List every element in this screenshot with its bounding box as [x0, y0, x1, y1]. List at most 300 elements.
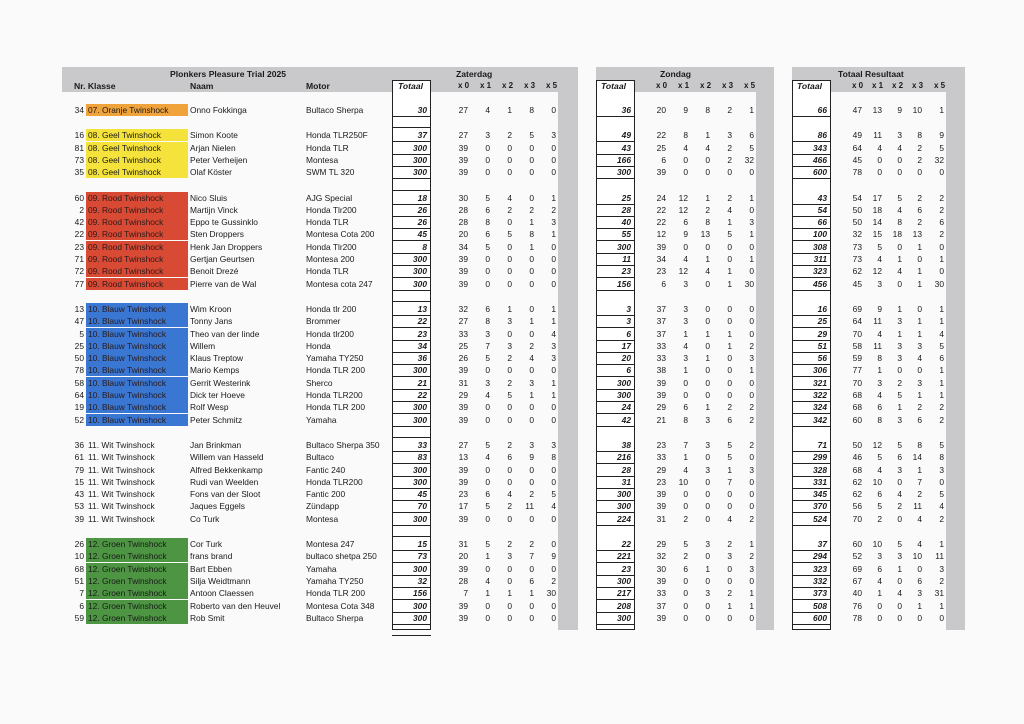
zondag-score: 0 — [749, 575, 754, 586]
zondag-totaal: 43 — [621, 142, 631, 153]
zondag-score: 0 — [749, 612, 754, 623]
zondag-score: 22 — [656, 130, 666, 141]
eind-totaal: 456 — [813, 278, 827, 289]
totaal-score: 78 — [852, 612, 862, 623]
totaal-score: 17 — [872, 192, 882, 203]
rider-nr: 10 — [74, 551, 84, 562]
zondag-score: 0 — [683, 612, 688, 623]
zondag-score: 0 — [705, 390, 710, 400]
eind-totaal: 600 — [813, 612, 827, 623]
zondag-score: 0 — [727, 241, 732, 252]
totaal-score: 0 — [897, 612, 902, 623]
klasse-cell: 10. Blauw Twinshock — [86, 401, 188, 413]
zondag-score: 9 — [683, 105, 688, 115]
totaal-score: 0 — [939, 266, 944, 277]
totaal-score: 7 — [917, 476, 922, 487]
zondag-score: 8 — [705, 105, 710, 115]
rider-nr: 13 — [74, 303, 84, 314]
zaterdag-totaal: 300 — [413, 167, 427, 178]
zaterdag-score: 0 — [485, 278, 490, 289]
group-separator — [392, 437, 431, 438]
zondag-score: 6 — [661, 154, 666, 165]
zondag-totaal: 217 — [617, 588, 631, 599]
zaterdag-score: 0 — [485, 154, 490, 165]
zondag-score: 0 — [683, 154, 688, 165]
zaterdag-score: 28 — [458, 204, 468, 215]
zondag-score: 32 — [744, 154, 754, 165]
totaal-score: 0 — [877, 600, 882, 611]
zondag-totaal: 55 — [621, 229, 631, 240]
zaterdag-score: 1 — [507, 303, 512, 314]
zaterdag-totaal: 300 — [413, 365, 427, 376]
totaal-score: 46 — [852, 452, 862, 463]
box-row-line — [596, 290, 635, 291]
zaterdag-totaal: 13 — [417, 303, 427, 314]
totaal-score: 60 — [852, 539, 862, 549]
box-row-line — [392, 178, 431, 179]
zondag-score: 7 — [727, 476, 732, 487]
box-row-line — [392, 116, 431, 117]
rider-motor: Honda tlr200 — [306, 328, 354, 339]
zaterdag-score: 3 — [485, 130, 490, 141]
group-separator — [392, 536, 431, 537]
zaterdag-totaal: 26 — [417, 217, 427, 228]
zondag-score: 20 — [656, 105, 666, 115]
rider-nr: 50 — [74, 353, 84, 364]
totaal-score: 8 — [939, 452, 944, 463]
zondag-score: 1 — [683, 365, 688, 376]
rider-naam: Olaf Köster — [190, 167, 232, 178]
totaal-score: 73 — [852, 241, 862, 252]
zaterdag-score: 39 — [458, 563, 468, 574]
zaterdag-score: 2 — [551, 204, 556, 215]
score-header-zaterdag-4: x 5 — [546, 81, 558, 90]
zaterdag-totaal: 30 — [417, 105, 427, 115]
rider-nr: 51 — [74, 575, 84, 586]
zaterdag-score: 4 — [485, 575, 490, 586]
zondag-score: 0 — [727, 316, 732, 327]
totaal-score: 3 — [877, 551, 882, 562]
zondag-score: 22 — [656, 217, 666, 228]
zaterdag-totaal: 300 — [413, 612, 427, 623]
totaal-score: 15 — [872, 229, 882, 240]
zondag-score: 0 — [749, 452, 754, 463]
zondag-totaal: 28 — [621, 204, 631, 215]
zaterdag-score: 0 — [485, 464, 490, 475]
totaal-score: 14 — [872, 217, 882, 228]
rider-nr: 2 — [79, 204, 84, 215]
zondag-score: 37 — [656, 316, 666, 327]
totaal-score: 1 — [939, 600, 944, 611]
zondag-score: 2 — [727, 105, 732, 115]
rider-motor: Sherco — [306, 377, 333, 388]
eind-totaal: 321 — [813, 377, 827, 388]
rider-naam: Mario Kemps — [190, 365, 240, 376]
zondag-score: 1 — [705, 192, 710, 203]
zaterdag-side-column — [558, 92, 578, 630]
eind-totaal: 323 — [813, 266, 827, 277]
klasse-cell: 09. Rood Twinshock — [86, 192, 188, 204]
totaal-score: 10 — [912, 551, 922, 562]
totaal-score: 8 — [917, 130, 922, 141]
zondag-score: 34 — [656, 254, 666, 264]
zondag-score: 2 — [705, 204, 710, 215]
rider-motor: Honda TLR — [306, 217, 349, 228]
group-separator — [392, 301, 431, 302]
totaal-score: 0 — [917, 612, 922, 623]
zondag-totaal: 300 — [617, 612, 631, 623]
zaterdag-score: 8 — [485, 217, 490, 228]
zaterdag-score: 13 — [458, 452, 468, 463]
zaterdag-score: 0 — [529, 192, 534, 203]
zondag-score: 1 — [727, 217, 732, 228]
group-separator — [392, 635, 431, 636]
rider-naam: Bart Ebben — [190, 563, 232, 574]
eind-totaal: 370 — [813, 501, 827, 512]
klasse-cell: 11. Wit Twinshock — [88, 452, 155, 463]
totaal-score: 49 — [852, 130, 862, 141]
zaterdag-score: 0 — [485, 476, 490, 487]
rider-motor: Bultaco Sherpa 350 — [306, 439, 380, 450]
zaterdag-score: 0 — [529, 464, 534, 475]
zaterdag-totaal: 300 — [413, 402, 427, 413]
totaal-score: 5 — [939, 142, 944, 153]
klasse-cell: 10. Blauw Twinshock — [86, 340, 188, 352]
klasse-cell: 08. Geel Twinshock — [86, 166, 188, 178]
totaal-score: 4 — [917, 353, 922, 364]
zaterdag-score: 6 — [485, 204, 490, 215]
totaal-score: 2 — [939, 402, 944, 413]
rider-nr: 7 — [79, 588, 84, 599]
totaal-score: 6 — [877, 563, 882, 574]
rider-motor: Honda TLR — [306, 266, 349, 277]
zaterdag-score: 3 — [507, 551, 512, 562]
totaal-score: 6 — [939, 217, 944, 228]
zaterdag-score: 39 — [458, 476, 468, 487]
totaal-score: 6 — [917, 414, 922, 425]
zondag-score: 0 — [705, 167, 710, 178]
zaterdag-score: 0 — [507, 513, 512, 524]
totaal-score: 64 — [852, 142, 862, 153]
zondag-score: 0 — [727, 365, 732, 376]
zaterdag-score: 0 — [551, 563, 556, 574]
rider-nr: 39 — [74, 513, 84, 524]
zondag-score: 10 — [678, 476, 688, 487]
zondag-score: 0 — [749, 167, 754, 178]
zaterdag-score: 6 — [507, 452, 512, 463]
totaal-score: 3 — [897, 551, 902, 562]
zondag-score: 12 — [678, 266, 688, 277]
totaal-score: 13 — [912, 229, 922, 240]
zondag-score: 5 — [727, 452, 732, 463]
zaterdag-score: 1 — [529, 390, 534, 400]
zondag-score: 4 — [683, 464, 688, 475]
rider-naam: Martijn Vinck — [190, 204, 238, 215]
zaterdag-score: 2 — [529, 204, 534, 215]
klasse-cell: 10. Blauw Twinshock — [86, 389, 188, 401]
zondag-score: 8 — [683, 414, 688, 425]
zaterdag-score: 0 — [551, 167, 556, 178]
zaterdag-totaal: 26 — [417, 204, 427, 215]
zondag-score: 21 — [656, 414, 666, 425]
zondag-score: 6 — [683, 217, 688, 228]
zaterdag-score: 3 — [551, 217, 556, 228]
rider-nr: 36 — [74, 439, 84, 450]
zondag-score: 12 — [656, 229, 666, 240]
zaterdag-totaal: 33 — [417, 439, 427, 450]
totaal-score: 18 — [872, 204, 882, 215]
zondag-score: 0 — [727, 353, 732, 364]
score-header-zaterdag-3: x 3 — [524, 81, 536, 90]
totaal-score: 9 — [877, 303, 882, 314]
zaterdag-score: 7 — [463, 588, 468, 599]
totaal-score: 1 — [917, 241, 922, 252]
zondag-score: 2 — [727, 402, 732, 413]
rider-motor: Honda TLR 200 — [306, 588, 365, 599]
totaal-score: 3 — [897, 464, 902, 475]
zondag-side-column — [756, 92, 774, 630]
totaal-score: 4 — [897, 266, 902, 277]
zaterdag-totaal: 21 — [417, 377, 427, 388]
rider-motor: Montesa — [306, 513, 339, 524]
zaterdag-score: 1 — [551, 229, 556, 240]
zondag-score: 9 — [683, 229, 688, 240]
rider-naam: Rudi van Weelden — [190, 476, 259, 487]
zaterdag-score: 8 — [529, 105, 534, 115]
rider-motor: Yamaha — [306, 563, 337, 574]
zaterdag-score: 23 — [458, 489, 468, 500]
rider-motor: Honda TLR 200 — [306, 402, 365, 413]
totaal-score: 3 — [917, 377, 922, 388]
klasse-cell: 11. Wit Twinshock — [88, 464, 155, 475]
totaal-score: 68 — [852, 464, 862, 475]
totaal-score: 1 — [939, 539, 944, 549]
header-nr-klasse: Nr. Klasse — [74, 81, 116, 91]
zaterdag-score: 28 — [458, 217, 468, 228]
zaterdag-totaal: 300 — [413, 476, 427, 487]
zaterdag-totaal: 70 — [417, 501, 427, 512]
score-header-zondag-2: x 2 — [700, 81, 712, 90]
zaterdag-totaal: 300 — [413, 513, 427, 524]
rider-naam: Cor Turk — [190, 539, 223, 549]
zaterdag-score: 0 — [485, 142, 490, 153]
zaterdag-score: 0 — [529, 142, 534, 153]
zaterdag-score: 0 — [507, 278, 512, 289]
zaterdag-score: 2 — [507, 130, 512, 141]
zaterdag-totaal: 300 — [413, 142, 427, 153]
totaal-score: 2 — [917, 489, 922, 500]
zaterdag-score: 39 — [458, 266, 468, 277]
zaterdag-score: 0 — [551, 402, 556, 413]
rider-nr: 19 — [74, 402, 84, 413]
eind-totaal: 322 — [813, 390, 827, 400]
zondag-score: 3 — [749, 464, 754, 475]
zaterdag-score: 4 — [551, 501, 556, 512]
zondag-totaal: 25 — [621, 192, 631, 203]
zaterdag-score: 5 — [485, 539, 490, 549]
rider-naam: Wim Kroon — [190, 303, 232, 314]
klasse-cell: 12. Groen Twinshock — [86, 612, 188, 624]
group-separator — [392, 190, 431, 191]
klasse-cell: 09. Rood Twinshock — [86, 241, 188, 253]
zaterdag-score: 3 — [507, 316, 512, 327]
zaterdag-score: 0 — [551, 464, 556, 475]
zondag-score: 0 — [705, 365, 710, 376]
rider-nr: 5 — [79, 328, 84, 339]
zondag-totaal: 36 — [621, 105, 631, 115]
totaal-side-column — [946, 92, 965, 630]
box-row-line — [596, 178, 635, 179]
rider-nr: 61 — [74, 452, 84, 463]
totaal-score: 69 — [852, 303, 862, 314]
rider-naam: Sten Droppers — [190, 229, 244, 240]
zondag-score: 0 — [749, 204, 754, 215]
zaterdag-score: 7 — [485, 340, 490, 351]
zondag-score: 5 — [683, 539, 688, 549]
totaal-score: 3 — [897, 316, 902, 327]
totaal-score: 76 — [852, 600, 862, 611]
zondag-score: 0 — [749, 390, 754, 400]
zaterdag-score: 0 — [551, 254, 556, 264]
zaterdag-score: 39 — [458, 513, 468, 524]
totaal-score: 69 — [852, 563, 862, 574]
totaal-score: 5 — [939, 439, 944, 450]
rider-nr: 59 — [74, 612, 84, 623]
zaterdag-score: 2 — [507, 501, 512, 512]
score-header-totaal-2: x 2 — [892, 81, 904, 90]
score-header-zondag-0: x 0 — [656, 81, 668, 90]
zaterdag-score: 0 — [507, 600, 512, 611]
rider-motor: SWM TL 320 — [306, 167, 355, 178]
zaterdag-score: 3 — [551, 340, 556, 351]
totaal-score: 0 — [939, 476, 944, 487]
zondag-score: 0 — [727, 377, 732, 388]
zaterdag-score: 2 — [551, 575, 556, 586]
zaterdag-score: 0 — [551, 414, 556, 425]
totaal-score: 0 — [917, 303, 922, 314]
totaal-score: 11 — [873, 130, 882, 141]
eind-totaal: 524 — [813, 513, 827, 524]
rider-nr: 42 — [74, 217, 84, 228]
zondag-score: 1 — [727, 600, 732, 611]
rider-nr: 73 — [74, 154, 84, 165]
klasse-cell: 08. Geel Twinshock — [86, 142, 188, 154]
zondag-score: 0 — [749, 241, 754, 252]
zaterdag-score: 1 — [551, 316, 556, 327]
rider-motor: Zündapp — [306, 501, 340, 512]
zondag-score: 3 — [705, 588, 710, 599]
rider-motor: Honda — [306, 340, 331, 351]
zaterdag-score: 27 — [458, 130, 468, 141]
zaterdag-score: 1 — [529, 217, 534, 228]
zondag-score: 37 — [656, 328, 666, 339]
zondag-score: 1 — [727, 266, 732, 277]
zondag-totaal: 6 — [626, 328, 631, 339]
zaterdag-score: 33 — [458, 328, 468, 339]
zaterdag-score: 1 — [529, 588, 534, 599]
zaterdag-score: 0 — [551, 105, 556, 115]
zondag-score: 0 — [683, 600, 688, 611]
totaal-score: 2 — [917, 402, 922, 413]
totaal-score: 54 — [852, 192, 862, 203]
zondag-score: 0 — [727, 501, 732, 512]
zaterdag-totaal: 300 — [413, 278, 427, 289]
klasse-cell: 09. Rood Twinshock — [86, 228, 188, 240]
klasse-cell: 12. Groen Twinshock — [86, 600, 188, 612]
totaal-score: 6 — [897, 452, 902, 463]
zondag-score: 29 — [656, 539, 666, 549]
rider-motor: Honda TLR — [306, 142, 349, 153]
rider-naam: Nico Sluis — [190, 192, 228, 203]
zondag-score: 39 — [656, 501, 666, 512]
totaal-score: 62 — [852, 489, 862, 500]
zondag-score: 3 — [705, 464, 710, 475]
score-header-zaterdag-0: x 0 — [458, 81, 470, 90]
totaal-score: 1 — [939, 377, 944, 388]
rider-naam: Silja Weidtmann — [190, 575, 251, 586]
zondag-score: 5 — [727, 229, 732, 240]
zondag-score: 0 — [749, 377, 754, 388]
rider-nr: 64 — [74, 390, 84, 400]
klasse-cell: 10. Blauw Twinshock — [86, 414, 188, 426]
zaterdag-score: 0 — [551, 612, 556, 623]
totaal-score: 1 — [917, 278, 922, 289]
totaal-score: 31 — [934, 588, 944, 599]
zondag-score: 37 — [656, 600, 666, 611]
header-zondag: Zondag — [660, 69, 692, 79]
rider-naam: Willem — [190, 340, 216, 351]
zondag-score: 1 — [683, 452, 688, 463]
zondag-score: 22 — [656, 204, 666, 215]
zaterdag-score: 3 — [551, 130, 556, 141]
zondag-score: 1 — [749, 192, 754, 203]
zaterdag-score: 5 — [485, 353, 490, 364]
zaterdag-score: 4 — [485, 452, 490, 463]
zaterdag-totaal: 300 — [413, 600, 427, 611]
box-row-line — [392, 426, 431, 427]
totaal-score: 58 — [852, 340, 862, 351]
zondag-score: 12 — [678, 192, 688, 203]
totaal-score: 62 — [852, 266, 862, 277]
totaal-score: 5 — [877, 452, 882, 463]
zaterdag-score: 0 — [529, 402, 534, 413]
totaal-score: 1 — [897, 303, 902, 314]
zondag-score: 0 — [705, 551, 710, 562]
zondag-score: 3 — [705, 539, 710, 549]
zaterdag-score: 0 — [485, 414, 490, 425]
zaterdag-score: 0 — [507, 563, 512, 574]
zaterdag-totaal: 23 — [417, 328, 427, 339]
rider-motor: Honda TLR200 — [306, 476, 363, 487]
zondag-score: 0 — [705, 513, 710, 524]
totaal-score: 70 — [852, 328, 862, 339]
rider-naam: Rob Smit — [190, 612, 225, 623]
zondag-score: 0 — [705, 600, 710, 611]
zondag-score: 7 — [683, 439, 688, 450]
zondag-score: 2 — [727, 142, 732, 153]
zaterdag-score: 0 — [507, 365, 512, 376]
zondag-score: 3 — [683, 316, 688, 327]
zaterdag-score: 30 — [546, 588, 556, 599]
header-motor: Motor — [306, 81, 330, 91]
totaal-score: 67 — [852, 575, 862, 586]
header-naam: Naam — [190, 81, 214, 91]
totaal-score: 12 — [872, 266, 882, 277]
totaal-score: 11 — [873, 340, 882, 351]
rider-naam: Fons van der Sloot — [190, 489, 261, 500]
totaal-score: 0 — [897, 154, 902, 165]
zaterdag-score: 3 — [485, 328, 490, 339]
